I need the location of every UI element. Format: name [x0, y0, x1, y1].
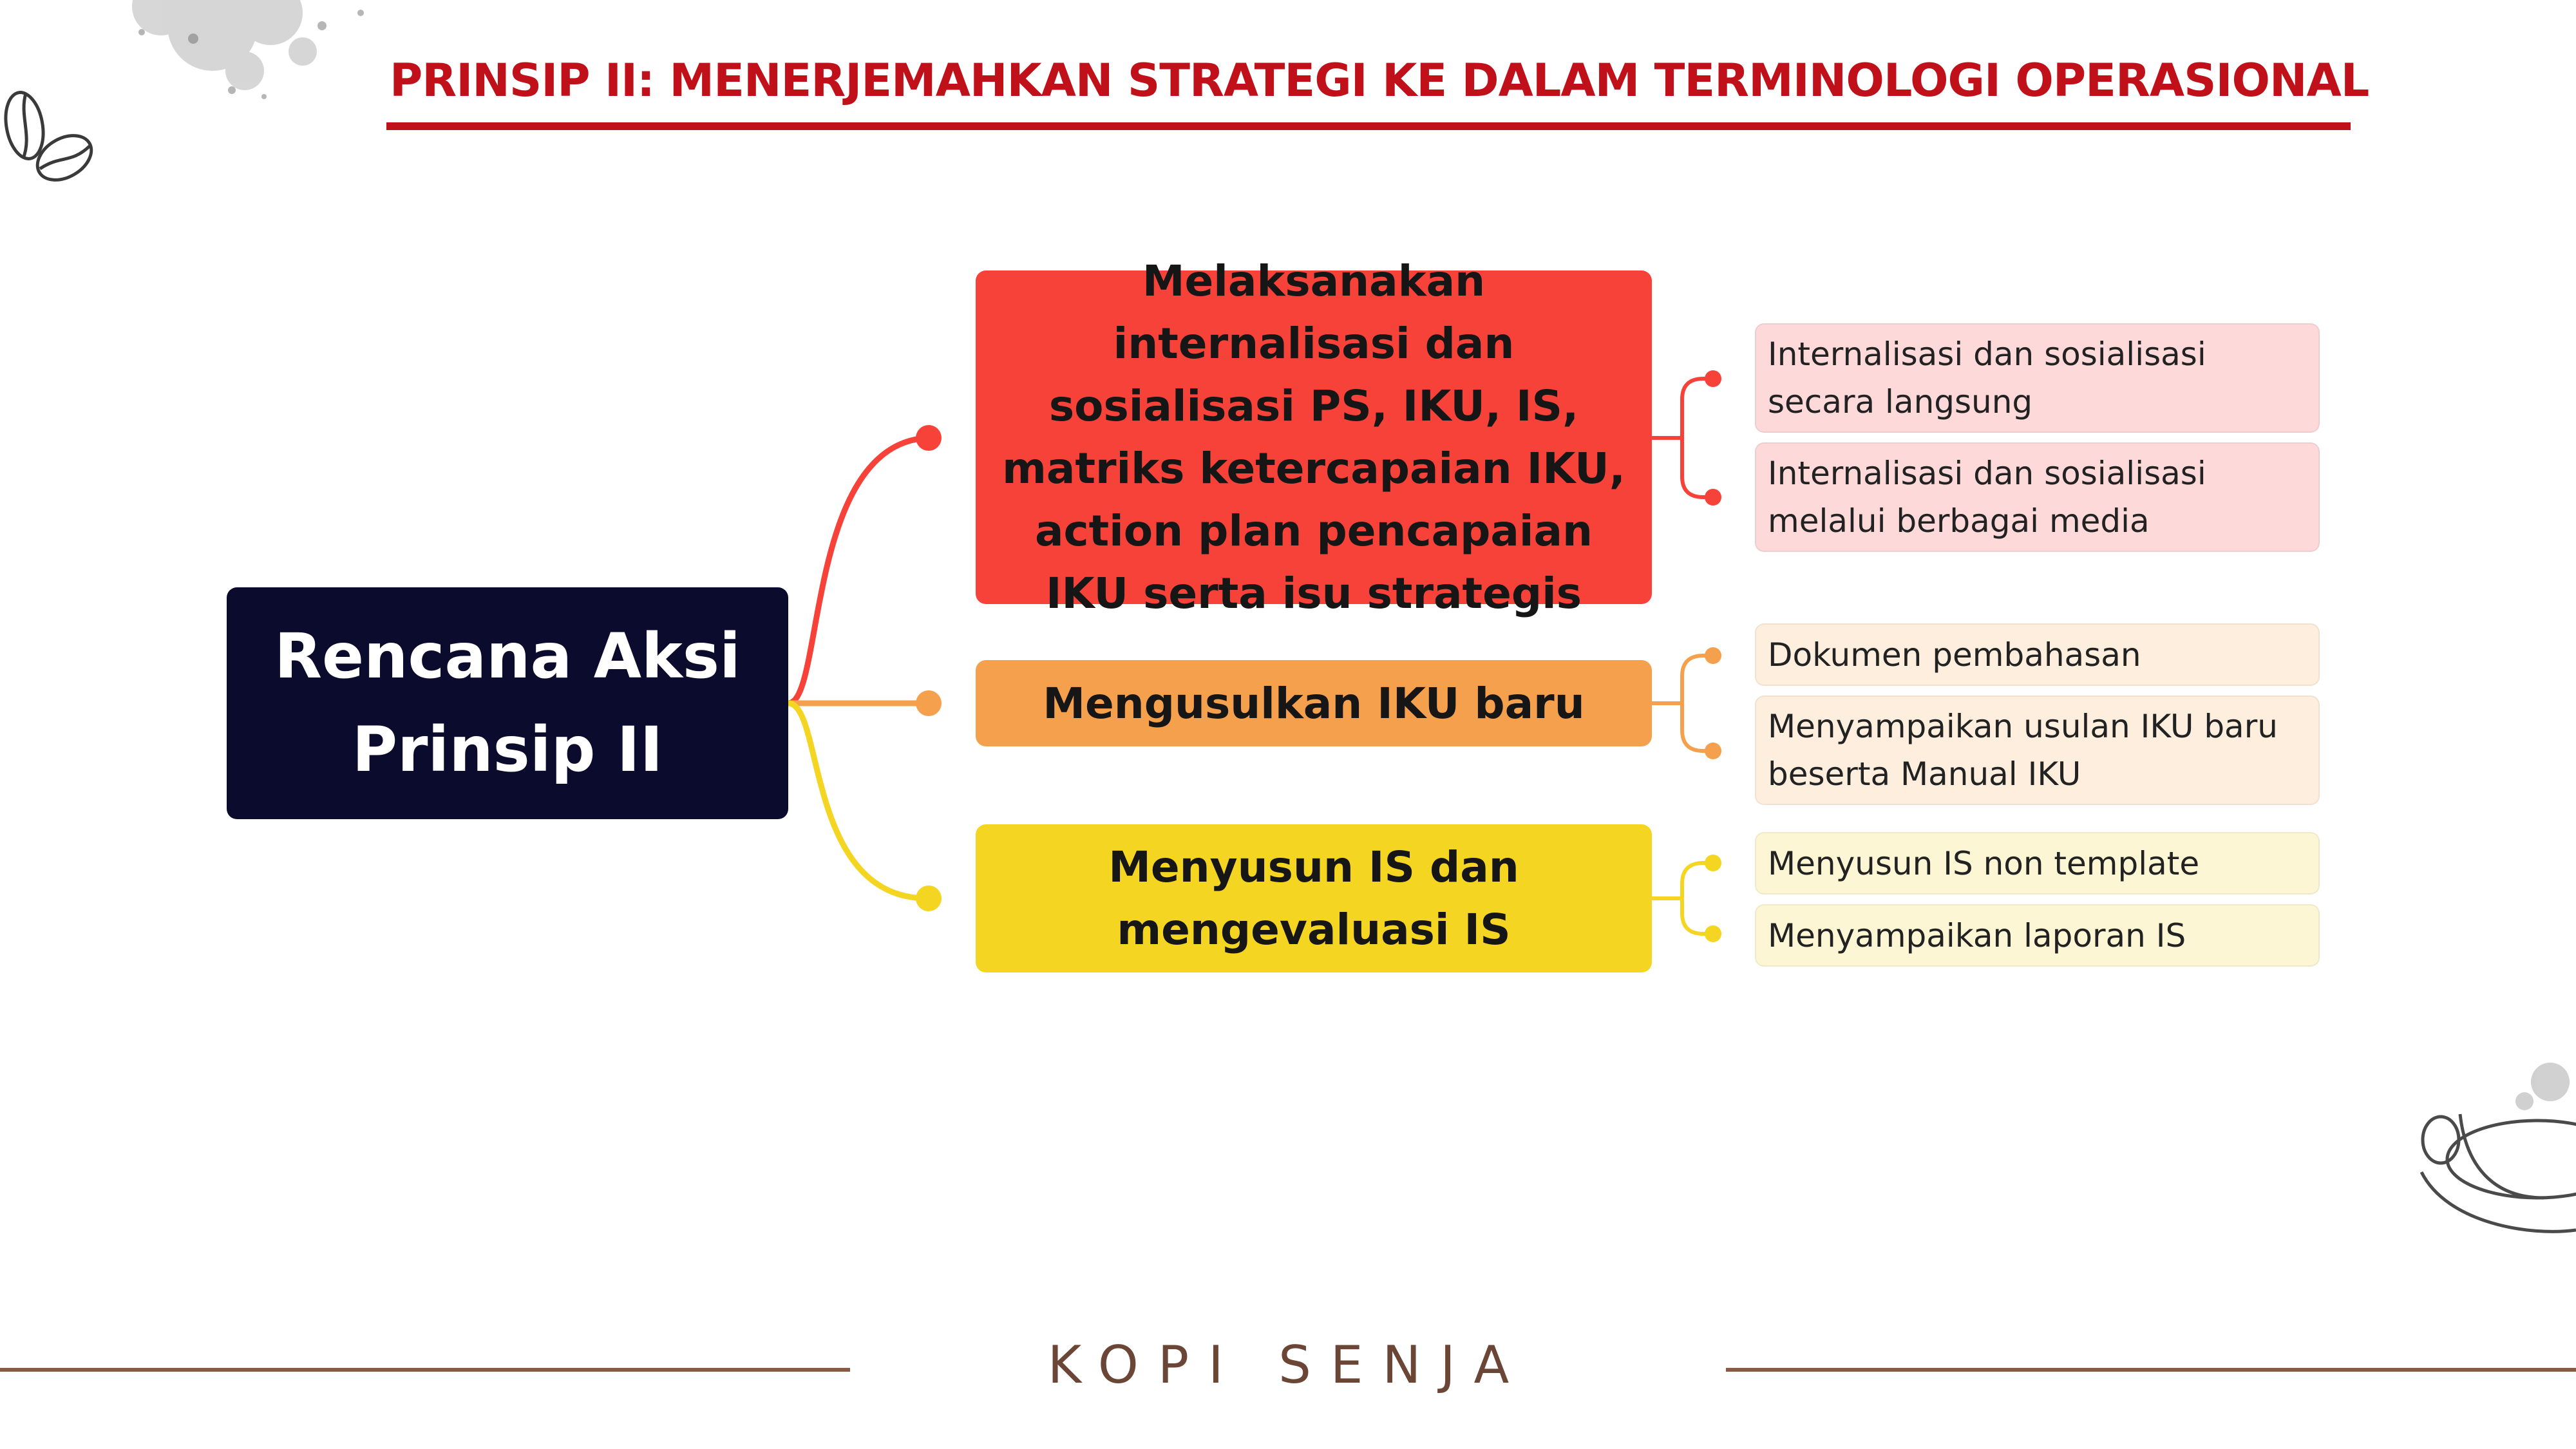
connector-topic-1	[788, 438, 927, 703]
footer-rule-right	[1726, 1368, 2576, 1372]
topic-label: Mengusulkan IKU baru	[1043, 678, 1585, 728]
node-dot-topic-1	[916, 425, 942, 451]
root-line-1: Rencana Aksi	[274, 620, 741, 692]
subtopic-node	[1755, 323, 2320, 433]
subtopic-node	[1755, 442, 2320, 552]
subtopic-node	[1755, 904, 2320, 967]
connector-topic-3	[788, 703, 927, 898]
topic-node-iku-baru	[976, 660, 1652, 746]
topic-node-internalisasi	[976, 256, 1652, 618]
subtopic-label: Menyusun IS non template	[1768, 844, 2200, 882]
subtopic-label: Internalisasi dan sosialisasi secara langsung	[1768, 336, 2206, 421]
node-dot-sub-4	[1705, 743, 1721, 759]
subtopic-label: Menyampaikan laporan IS	[1768, 916, 2186, 954]
topic-label: Menyusun IS dan mengevaluasi IS	[1108, 842, 1519, 954]
topic-node-menyusun-is	[976, 824, 1652, 972]
subtopic-node	[1755, 696, 2320, 805]
node-dot-sub-5	[1705, 855, 1721, 871]
topic-label: Melaksanakan internalisasi dan sosialisasi PS, IKU, IS, matriks ketercapaian IKU, action plan pencapaian IKU serta isu strategis	[1002, 256, 1625, 618]
root-node	[227, 587, 788, 819]
connector-sub-3-4	[1652, 656, 1713, 751]
node-dot-sub-1	[1705, 370, 1721, 387]
node-dot-sub-3	[1705, 647, 1721, 664]
subtopic-node	[1755, 832, 2320, 895]
subtopic-label: Menyampaikan usulan IKU baru beserta Manual IKU	[1768, 708, 2278, 793]
subtopic-label: Internalisasi dan sosialisasi melalui berbagai media	[1768, 455, 2206, 540]
node-dot-topic-2	[916, 690, 942, 716]
slide-title: PRINSIP II: MENERJEMAHKAN STRATEGI KE DALAM TERMINOLOGI OPERASIONAL	[390, 54, 2369, 107]
node-dot-sub-6	[1705, 925, 1721, 942]
node-dot-sub-2	[1705, 489, 1721, 506]
footer-brand: KOPI SENJA	[1047, 1335, 1529, 1395]
root-line-2: Prinsip II	[352, 714, 663, 786]
connector-sub-1-2	[1652, 379, 1713, 497]
subtopic-label: Dokumen pembahasan	[1768, 636, 2141, 674]
subtopic-node	[1755, 623, 2320, 686]
connector-sub-5-6	[1652, 863, 1713, 934]
node-dot-topic-3	[916, 886, 942, 911]
footer-rule-left	[0, 1368, 850, 1372]
